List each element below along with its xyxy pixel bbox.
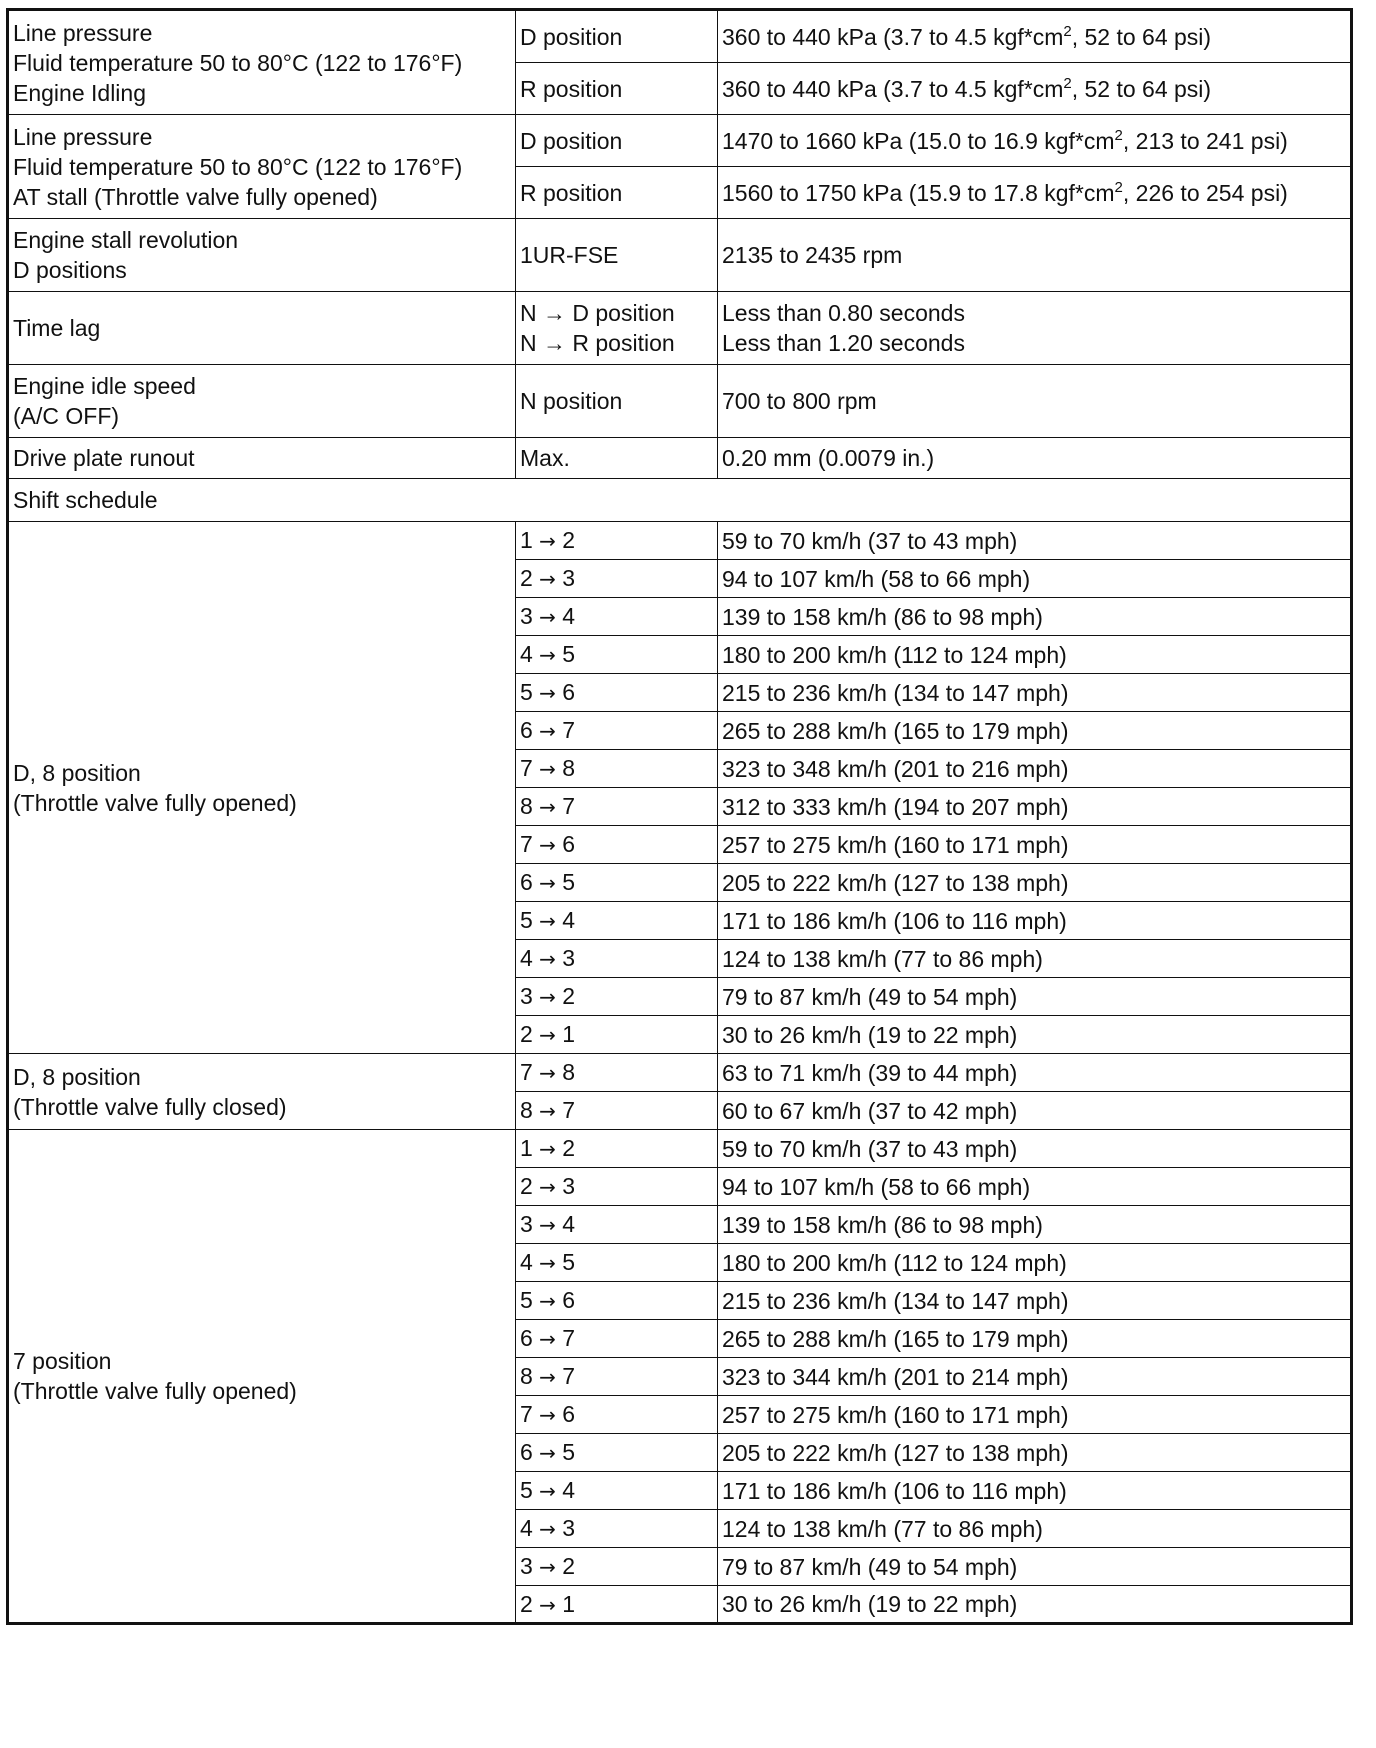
- right-arrow-icon: →: [532, 985, 563, 1009]
- shift-speed-value: 312 to 333 km/h (194 to 207 mph): [718, 788, 1352, 826]
- shift-transition-cell: [516, 1396, 718, 1434]
- shift-from: 5: [520, 1477, 533, 1503]
- shift-speed-value: 180 to 200 km/h (112 to 124 mph): [718, 636, 1352, 674]
- value-cell: [718, 63, 1352, 115]
- right-arrow-icon: →: [532, 1517, 563, 1541]
- shift-from: 3: [520, 1553, 533, 1579]
- shift-speed-value: 323 to 344 km/h (201 to 214 mph): [718, 1358, 1352, 1396]
- shift-transition-cell: [516, 1510, 718, 1548]
- right-arrow-icon: →: [532, 909, 563, 933]
- table-row: [8, 115, 1352, 167]
- shift-transition-cell: [516, 1168, 718, 1206]
- shift-speed-value: 180 to 200 km/h (112 to 124 mph): [718, 1244, 1352, 1282]
- shift-to: 3: [562, 1173, 576, 1199]
- value-text: 360 to 440 kPa (3.7 to 4.5 kgf*cm: [722, 75, 1064, 102]
- shift-transition-cell: [516, 826, 718, 864]
- specification-table-body: [8, 10, 1352, 1624]
- shift-from: 7: [520, 831, 533, 857]
- shift-from: 6: [520, 717, 533, 743]
- shift-to: 4: [562, 1211, 576, 1237]
- shift-speed-value: 124 to 138 km/h (77 to 86 mph): [718, 1510, 1352, 1548]
- shift-from: 1: [520, 1135, 533, 1161]
- shift-from: 2: [520, 1021, 533, 1047]
- shift-to: 3: [562, 565, 576, 591]
- shift-transition-cell: [516, 1016, 718, 1054]
- condition-line: N → D position: [520, 300, 675, 326]
- table-row: [8, 365, 1352, 438]
- shift-to: 3: [562, 945, 576, 971]
- shift-row: [8, 1054, 1352, 1092]
- value-text: 360 to 440 kPa (3.7 to 4.5 kgf*cm: [722, 23, 1064, 50]
- shift-from: 6: [520, 869, 533, 895]
- engine-stall-revolution-label: [8, 219, 516, 292]
- label-line: AT stall (Throttle valve fully opened): [13, 183, 378, 210]
- condition-cell: R position: [516, 63, 718, 115]
- table-row: [8, 438, 1352, 479]
- shift-transition-cell: [516, 598, 718, 636]
- shift-group-label: [8, 522, 516, 1054]
- shift-transition-cell: [516, 522, 718, 560]
- label-line: D, 8 position: [13, 1063, 141, 1090]
- shift-transition-cell: [516, 864, 718, 902]
- condition-cell: [516, 292, 718, 365]
- shift-speed-value: 265 to 288 km/h (165 to 179 mph): [718, 1320, 1352, 1358]
- shift-speed-value: 257 to 275 km/h (160 to 171 mph): [718, 826, 1352, 864]
- condition-cell: D position: [516, 10, 718, 63]
- right-arrow-icon: →: [532, 1213, 563, 1237]
- shift-speed-value: 171 to 186 km/h (106 to 116 mph): [718, 1472, 1352, 1510]
- shift-transition-cell: [516, 978, 718, 1016]
- right-arrow-icon: →: [532, 757, 563, 781]
- right-arrow-icon: →: [532, 1403, 563, 1427]
- label-line: D positions: [13, 257, 127, 283]
- shift-from: 3: [520, 1211, 533, 1237]
- shift-to: 4: [562, 603, 576, 629]
- shift-speed-value: 30 to 26 km/h (19 to 22 mph): [718, 1016, 1352, 1054]
- shift-speed-value: 171 to 186 km/h (106 to 116 mph): [718, 902, 1352, 940]
- shift-speed-value: 79 to 87 km/h (49 to 54 mph): [718, 1548, 1352, 1586]
- value-superscript: 2: [1114, 126, 1123, 144]
- shift-transition-cell: [516, 788, 718, 826]
- shift-speed-value: 124 to 138 km/h (77 to 86 mph): [718, 940, 1352, 978]
- shift-to: 8: [562, 755, 576, 781]
- right-arrow-icon: →: [532, 1023, 563, 1047]
- right-arrow-icon: →: [532, 1441, 563, 1465]
- shift-from: 5: [520, 1287, 533, 1313]
- label-line: Line pressure: [13, 19, 153, 46]
- shift-from: 7: [520, 1401, 533, 1427]
- table-row: [8, 10, 1352, 63]
- shift-to: 5: [562, 1249, 576, 1275]
- value-superscript: 2: [1063, 74, 1072, 92]
- shift-from: 3: [520, 983, 533, 1009]
- shift-speed-value: 59 to 70 km/h (37 to 43 mph): [718, 1130, 1352, 1168]
- shift-to: 4: [562, 1477, 576, 1503]
- shift-to: 8: [562, 1059, 576, 1085]
- value-text: , 52 to 64 psi): [1071, 75, 1212, 102]
- shift-to: 2: [562, 1135, 576, 1161]
- shift-to: 2: [562, 527, 576, 553]
- shift-from: 8: [520, 1097, 533, 1123]
- shift-schedule-heading: Shift schedule: [8, 479, 1352, 522]
- value-superscript: 2: [1114, 178, 1123, 196]
- right-arrow-icon: →: [532, 1137, 563, 1161]
- right-arrow-icon: →: [532, 1251, 563, 1275]
- table-row: [8, 479, 1352, 522]
- shift-to: 5: [562, 1439, 576, 1465]
- right-arrow-icon: →: [532, 567, 563, 591]
- shift-to: 1: [562, 1021, 576, 1047]
- right-arrow-icon: →: [532, 1175, 563, 1199]
- value-superscript: 2: [1063, 22, 1072, 40]
- shift-from: 7: [520, 1059, 533, 1085]
- shift-to: 1: [562, 1590, 576, 1617]
- shift-to: 6: [562, 679, 576, 705]
- shift-speed-value: 257 to 275 km/h (160 to 171 mph): [718, 1396, 1352, 1434]
- shift-to: 5: [562, 869, 576, 895]
- shift-transition-cell: [516, 1092, 718, 1130]
- value-text: , 213 to 241 psi): [1122, 127, 1288, 154]
- spec-sheet: [6, 8, 1350, 1625]
- shift-from: 4: [520, 945, 533, 971]
- label-line: (Throttle valve fully closed): [13, 1093, 287, 1120]
- shift-group-label: [8, 1130, 516, 1624]
- right-arrow-icon: →: [532, 643, 563, 667]
- shift-row: [8, 522, 1352, 560]
- shift-speed-value: 60 to 67 km/h (37 to 42 mph): [718, 1092, 1352, 1130]
- shift-speed-value: 205 to 222 km/h (127 to 138 mph): [718, 864, 1352, 902]
- value-text: , 52 to 64 psi): [1071, 23, 1212, 50]
- shift-speed-value: 215 to 236 km/h (134 to 147 mph): [718, 1282, 1352, 1320]
- specification-table: [6, 8, 1353, 1625]
- time-lag-label: Time lag: [8, 292, 516, 365]
- shift-transition-cell: [516, 1130, 718, 1168]
- shift-speed-value: 79 to 87 km/h (49 to 54 mph): [718, 978, 1352, 1016]
- shift-transition-cell: [516, 712, 718, 750]
- shift-from: 4: [520, 641, 533, 667]
- shift-speed-value: 59 to 70 km/h (37 to 43 mph): [718, 522, 1352, 560]
- shift-from: 2: [520, 1173, 533, 1199]
- condition-cell: N position: [516, 365, 718, 438]
- right-arrow-icon: →: [532, 1555, 563, 1579]
- shift-speed-value: 139 to 158 km/h (86 to 98 mph): [718, 598, 1352, 636]
- shift-transition-cell: [516, 750, 718, 788]
- shift-from: 1: [520, 527, 533, 553]
- condition-cell: Max.: [516, 438, 718, 479]
- shift-speed-value: 94 to 107 km/h (58 to 66 mph): [718, 1168, 1352, 1206]
- value-line: Less than 0.80 seconds: [722, 300, 965, 326]
- value-cell: [718, 115, 1352, 167]
- right-arrow-icon: →: [532, 1365, 563, 1389]
- shift-from: 4: [520, 1249, 533, 1275]
- value-text: 1560 to 1750 kPa (15.9 to 17.8 kgf*cm: [722, 179, 1115, 206]
- shift-to: 6: [562, 1401, 576, 1427]
- shift-speed-value: 265 to 288 km/h (165 to 179 mph): [718, 712, 1352, 750]
- label-line: Fluid temperature 50 to 80°C (122 to 176°F): [13, 153, 463, 180]
- shift-to: 6: [562, 831, 576, 857]
- value-cell: 2135 to 2435 rpm: [718, 219, 1352, 292]
- right-arrow-icon: →: [532, 1592, 563, 1617]
- line-pressure-idle-label: [8, 10, 516, 115]
- shift-transition-cell: [516, 674, 718, 712]
- shift-group-label: [8, 1054, 516, 1130]
- shift-to: 2: [562, 1553, 576, 1579]
- shift-transition-cell: [516, 902, 718, 940]
- table-row: [8, 219, 1352, 292]
- label-line: (A/C OFF): [13, 403, 120, 429]
- shift-to: 7: [562, 1363, 576, 1389]
- shift-transition-cell: [516, 940, 718, 978]
- right-arrow-icon: →: [532, 1327, 563, 1351]
- shift-from: 8: [520, 793, 533, 819]
- shift-transition-cell: [516, 1206, 718, 1244]
- shift-speed-value: 205 to 222 km/h (127 to 138 mph): [718, 1434, 1352, 1472]
- shift-from: 6: [520, 1439, 533, 1465]
- shift-to: 2: [562, 983, 576, 1009]
- shift-to: 7: [562, 1097, 576, 1123]
- label-line: Engine idle speed: [13, 373, 196, 399]
- label-line: Engine stall revolution: [13, 227, 239, 253]
- value-cell: 700 to 800 rpm: [718, 365, 1352, 438]
- shift-transition-cell: [516, 1472, 718, 1510]
- right-arrow-icon: →: [532, 833, 563, 857]
- right-arrow-icon: →: [532, 681, 563, 705]
- label-line: Fluid temperature 50 to 80°C (122 to 176°F): [13, 49, 463, 76]
- shift-transition-cell: [516, 1358, 718, 1396]
- value-cell: [718, 10, 1352, 63]
- shift-from: 7: [520, 755, 533, 781]
- condition-cell: 1UR-FSE: [516, 219, 718, 292]
- shift-transition-cell: [516, 1586, 718, 1624]
- engine-idle-speed-label: [8, 365, 516, 438]
- shift-transition-cell: [516, 1320, 718, 1358]
- shift-transition-cell: [516, 1434, 718, 1472]
- shift-from: 5: [520, 679, 533, 705]
- shift-to: 4: [562, 907, 576, 933]
- shift-row: [8, 1130, 1352, 1168]
- shift-to: 7: [562, 1325, 576, 1351]
- shift-from: 5: [520, 907, 533, 933]
- shift-speed-value: 30 to 26 km/h (19 to 22 mph): [718, 1586, 1352, 1624]
- shift-speed-value: 94 to 107 km/h (58 to 66 mph): [718, 560, 1352, 598]
- value-text: , 226 to 254 psi): [1122, 179, 1288, 206]
- value-cell: 0.20 mm (0.0079 in.): [718, 438, 1352, 479]
- shift-from: 6: [520, 1325, 533, 1351]
- shift-transition-cell: [516, 1054, 718, 1092]
- shift-from: 2: [520, 1590, 533, 1617]
- right-arrow-icon: →: [532, 1479, 563, 1503]
- shift-transition-cell: [516, 1548, 718, 1586]
- label-line: D, 8 position: [13, 759, 141, 786]
- right-arrow-icon: →: [532, 1061, 563, 1085]
- value-cell: [718, 292, 1352, 365]
- condition-cell: R position: [516, 167, 718, 219]
- value-cell: [718, 167, 1352, 219]
- condition-cell: D position: [516, 115, 718, 167]
- right-arrow-icon: →: [532, 871, 563, 895]
- condition-line: N → R position: [520, 330, 675, 356]
- right-arrow-icon: →: [532, 795, 563, 819]
- shift-transition-cell: [516, 1244, 718, 1282]
- table-row: [8, 292, 1352, 365]
- shift-speed-value: 63 to 71 km/h (39 to 44 mph): [718, 1054, 1352, 1092]
- shift-to: 6: [562, 1287, 576, 1313]
- shift-from: 8: [520, 1363, 533, 1389]
- shift-to: 3: [562, 1515, 576, 1541]
- shift-transition-cell: [516, 636, 718, 674]
- shift-speed-value: 323 to 348 km/h (201 to 216 mph): [718, 750, 1352, 788]
- label-line: 7 position: [13, 1348, 112, 1374]
- shift-from: 2: [520, 565, 533, 591]
- drive-plate-runout-label: Drive plate runout: [8, 438, 516, 479]
- right-arrow-icon: →: [532, 719, 563, 743]
- shift-to: 7: [562, 793, 576, 819]
- right-arrow-icon: →: [532, 1289, 563, 1313]
- value-text: 1470 to 1660 kPa (15.0 to 16.9 kgf*cm: [722, 127, 1115, 154]
- right-arrow-icon: →: [532, 605, 563, 629]
- value-line: Less than 1.20 seconds: [722, 330, 965, 356]
- line-pressure-stall-label: [8, 115, 516, 219]
- label-line: Line pressure: [13, 123, 153, 150]
- label-line: (Throttle valve fully opened): [13, 1378, 297, 1404]
- shift-transition-cell: [516, 560, 718, 598]
- shift-speed-value: 215 to 236 km/h (134 to 147 mph): [718, 674, 1352, 712]
- right-arrow-icon: →: [532, 529, 563, 553]
- shift-from: 3: [520, 603, 533, 629]
- shift-from: 4: [520, 1515, 533, 1541]
- shift-speed-value: 139 to 158 km/h (86 to 98 mph): [718, 1206, 1352, 1244]
- right-arrow-icon: →: [532, 947, 563, 971]
- label-line: (Throttle valve fully opened): [13, 789, 297, 816]
- shift-transition-cell: [516, 1282, 718, 1320]
- label-line: Engine Idling: [13, 79, 146, 106]
- shift-to: 7: [562, 717, 576, 743]
- right-arrow-icon: →: [532, 1099, 563, 1123]
- shift-to: 5: [562, 641, 576, 667]
